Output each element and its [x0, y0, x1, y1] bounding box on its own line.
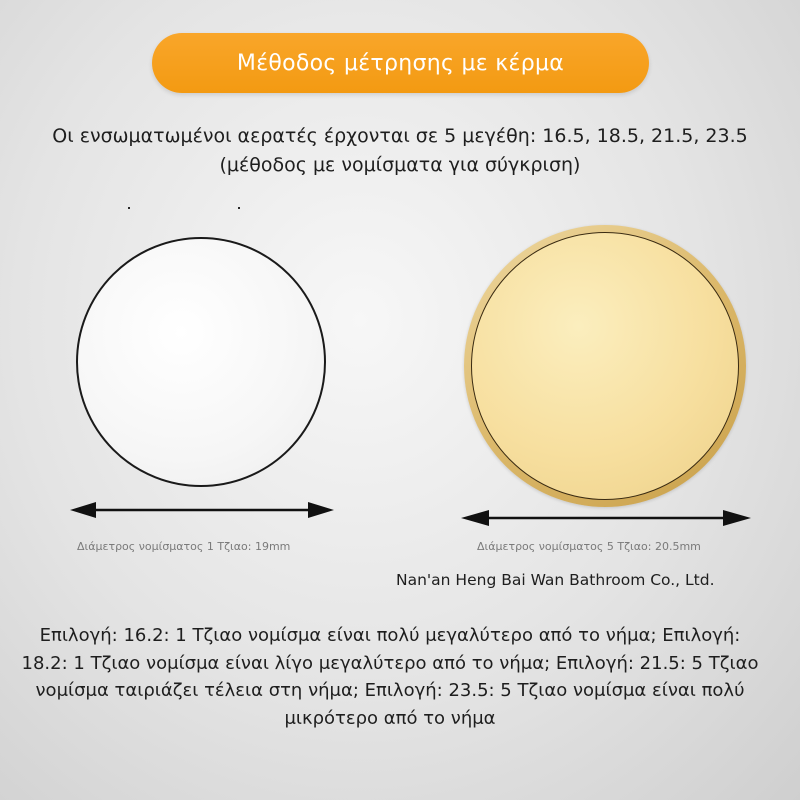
speck	[238, 207, 240, 209]
one-jiao-coin	[76, 237, 326, 487]
selection-guide: Επιλογή: 16.2: 1 Τζιαο νομίσμα είναι πολύ μεγαλύτερο από το νήμα; Επιλογή: 18.2: 1 Τζιαο νομίσμα είναι λίγο μεγαλύτερο από το νήμα; Επιλογή: 21.5: 5 Τζιαο νομίσμα ταιριάζει τέλεια στη νήμα; Επιλογή: 23.5: 5 Τζιαο νομίσμα είναι πολύ μικρότερο από το νήμα	[21, 625, 759, 729]
company-name: Nan'an Heng Bai Wan Bathroom Co., Ltd.	[396, 571, 715, 589]
five-jiao-caption: Διάμετρος νομίσματος 5 Τζιαο: 20.5mm	[477, 540, 701, 553]
five-jiao-coin-face	[471, 232, 739, 500]
one-jiao-diameter-arrow	[70, 500, 334, 520]
page-title: Μέθοδος μέτρησης με κέρμα	[236, 50, 565, 76]
one-jiao-caption: Διάμετρος νομίσματος 1 Τζιαο: 19mm	[77, 540, 291, 553]
five-jiao-diameter-arrow	[461, 508, 751, 528]
five-jiao-coin	[464, 225, 746, 507]
title-banner	[152, 33, 649, 93]
speck	[128, 207, 130, 209]
intro-text: Οι ενσωματωμένοι αερατές έρχονται σε 5 μεγέθη: 16.5, 18.5, 21.5, 23.5 (μέθοδος με νομίσματα για σύγκριση)	[52, 125, 748, 176]
